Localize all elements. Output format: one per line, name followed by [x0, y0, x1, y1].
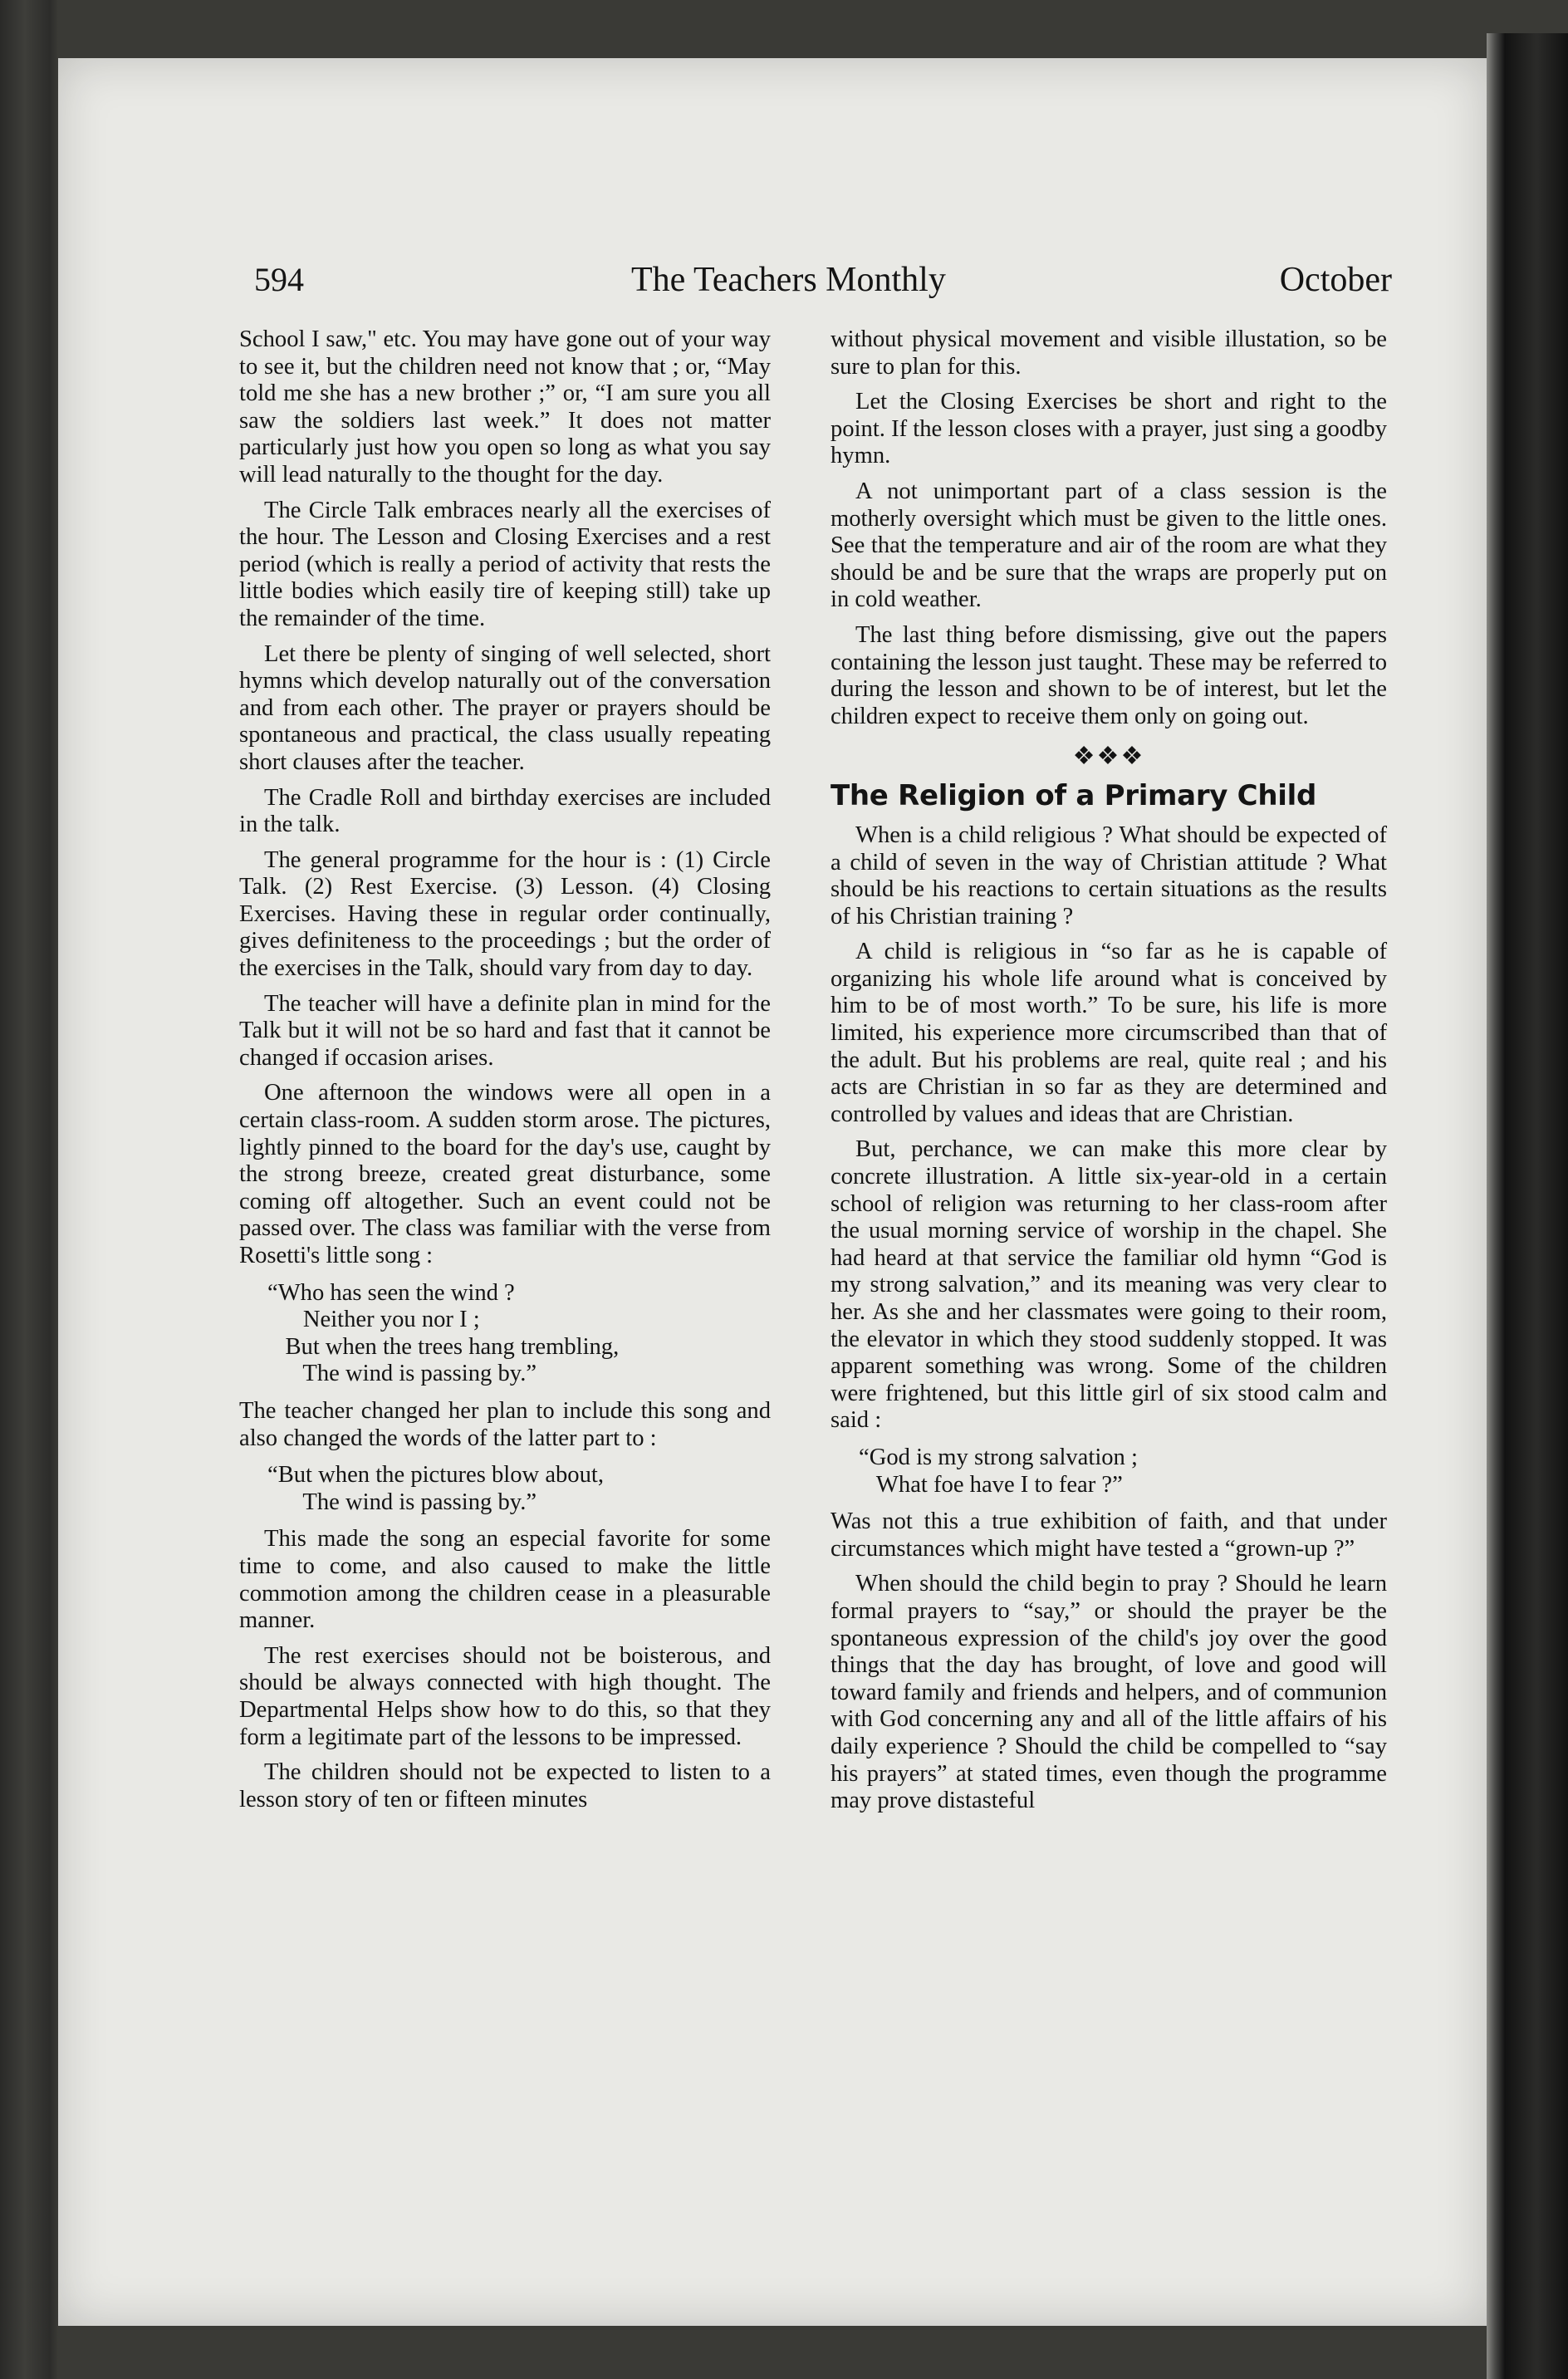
- paragraph: The last thing before dismissing, give out the papers containing the lesson just taught. These may be referred to during the lesson and shown to be of interest, but let the children expect to receive them only on going out.: [831, 621, 1387, 729]
- paragraph: The rest exercises should not be boisterous, and should be always connected with high thought. The Departmental Helps show how to do this, so that they form a legitimate part of the lessons to be impressed.: [239, 1642, 771, 1750]
- paragraph: One afternoon the windows were all open in a certain class-room. A sudden storm arose. The pictures, lightly pinned to the board for the day's use, caught by the strong breeze, created great disturbance, some coming off altogether. Such an event could not be passed over. The class was familiar with the verse from Rosetti's little song :: [239, 1080, 771, 1268]
- verse-line: But when the trees hang trembling,: [267, 1333, 620, 1360]
- paragraph: The Cradle Roll and birthday exercises are included in the talk.: [239, 784, 771, 838]
- paragraph: The teacher will have a definite plan in mind for the Talk but it will not be so hard and fast that it cannot be changed if occasion arises.: [239, 990, 771, 1071]
- paragraph: When is a child religious ? What should be expected of a child of seven in the way of Christian attitude ? What should be his reactions to certain situations as the results of his Christian training ?: [831, 822, 1387, 930]
- paragraph: School I saw," etc. You may have gone out of your way to see it, but the children need not know that ; or, “May told me she has a new brother ;” or, “I am sure you all saw the soldiers last week.” It does not matter particularly just how you open so long as what you say will lead naturally to the thought for the day.: [239, 326, 771, 488]
- paragraph: The children should not be expected to listen to a lesson story of ten or fifteen minutes: [239, 1759, 771, 1812]
- paragraph: without physical movement and visible illustation, so be sure to plan for this.: [831, 326, 1387, 380]
- section-ornament: ❖❖❖: [1072, 743, 1145, 771]
- running-title: The Teachers Monthly: [631, 261, 946, 299]
- verse-quote: [267, 1462, 771, 1516]
- paragraph: Let the Closing Exercises be short and right to the point. If the lesson closes with a prayer, just sing a goodby hymn.: [831, 389, 1387, 469]
- right-column: [831, 326, 1387, 1815]
- paragraph: This made the song an especial favorite for some time to come, and also caused to make the little commotion among the children cease in a pleasurable manner.: [239, 1526, 771, 1634]
- book-binding-edge: [1487, 33, 1568, 2379]
- verse-quote: [267, 1280, 771, 1388]
- verse-line: The wind is passing by.”: [267, 1361, 537, 1387]
- paragraph: The teacher changed her plan to include this song and also changed the words of the latter part to :: [239, 1397, 771, 1451]
- paragraph: When should the child begin to pray ? Should he learn formal prayers to “say,” or should the prayer be the spontaneous expression of the child's joy over the good things that the day has brought, of love and good will toward family and friends and helpers, and of communion with God concerning any and all of the little affairs of his daily experience ? Should the child be compelled to “say his prayers” at stated times, even though the programme may prove distasteful: [831, 1571, 1387, 1814]
- verse-line: What foe have I to fear ?”: [859, 1471, 1123, 1498]
- verse-line: “Who has seen the wind ?: [267, 1279, 515, 1306]
- paragraph: A child is religious in “so far as he is capable of organizing his whole life around what is conceived by him to be of most worth.” To be sure, his life is more limited, his experience more circumscribed than that of the adult. But his problems are real, quite real ; and his acts are Christian in so far as they are determined and controlled by values and ideas that are Christian.: [831, 939, 1387, 1127]
- article-heading: The Religion of a Primary Child: [831, 778, 1316, 812]
- paragraph: But, perchance, we can make this more clear by concrete illustration. A little six-year-old in a certain school of religion was returning to her class-room after the usual morning service of worship in the chapel. She had heard at that service the familiar old hymn “God is my strong salvation,” and its meaning was very clear to her. As she and her classmates were going to their room, the elevator in which they stood suddenly stopped. It was apparent something was wrong. Some of the children were frightened, but this little girl of six stood calm and said :: [831, 1136, 1387, 1434]
- paragraph: A not unimportant part of a class session is the motherly oversight which must be given to the little ones. See that the temperature and air of the room are what they should be and be sure that the wraps are properly put on in cold weather.: [831, 478, 1387, 613]
- verse-line: “But when the pictures blow about,: [267, 1462, 604, 1489]
- verse-quote: [859, 1445, 1387, 1499]
- verse-line: The wind is passing by.”: [267, 1489, 537, 1515]
- paragraph: The general programme for the hour is : (1) Circle Talk. (2) Rest Exercise. (3) Lesson. (4) Closing Exercises. Having these in regular order continually, gives definiteness to the proceedings ; but the order of the exercises in the Talk, should vary from day to day.: [239, 846, 771, 982]
- paragraph: Was not this a true exhibition of faith, and that under circumstances which might have tested a “grown-up ?”: [831, 1508, 1387, 1562]
- verse-line: Neither you nor I ;: [267, 1307, 480, 1333]
- page-header: [254, 260, 1392, 310]
- paragraph: The Circle Talk embraces nearly all the exercises of the hour. The Lesson and Closing Exercises and a rest period (which is really a period of activity that rests the little bodies which easily tire of keeping still) take up the remainder of the time.: [239, 497, 771, 631]
- paragraph: Let there be plenty of singing of well selected, short hymns which develop naturally out of the conversation and from each other. The prayer or prayers should be spontaneous and practical, the class usually repeating short clauses after the teacher.: [239, 640, 771, 775]
- page-number: 594: [254, 261, 304, 298]
- verse-line: “God is my strong salvation ;: [859, 1444, 1138, 1470]
- issue-month: October: [1279, 261, 1392, 299]
- left-column: [239, 326, 771, 1813]
